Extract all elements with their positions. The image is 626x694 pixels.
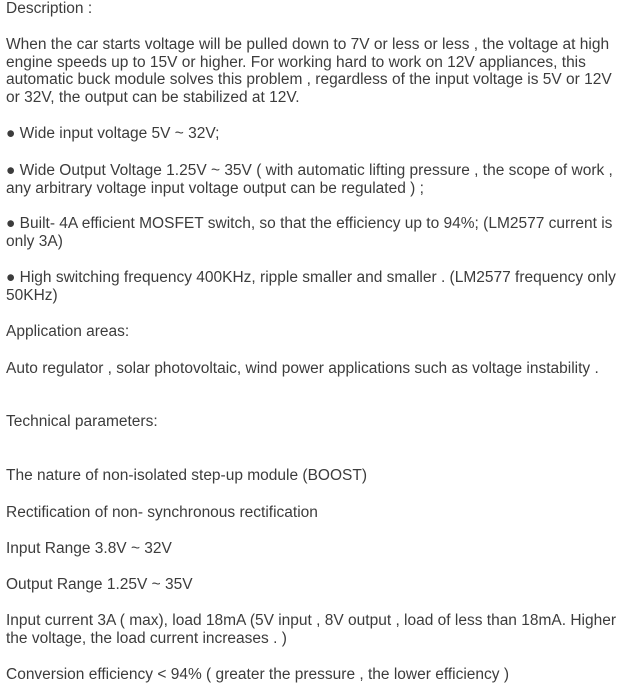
application-heading: Application areas:: [6, 323, 130, 340]
feature-input-voltage: ● Wide input voltage 5V ~ 32V;: [6, 125, 220, 142]
parameter-conversion-efficiency: Conversion efficiency < 94% ( greater the pressure , the lower efficiency ): [6, 666, 509, 683]
parameter-output-range: Output Range 1.25V ~ 35V: [6, 576, 193, 593]
intro-paragraph: When the car starts voltage will be pulled down to 7V or less or less , the voltage at high engine speeds up to 15V or higher. For working hard to work on 12V appliances, this automatic buck module solves this problem , regardless of the input voltage is 5V or 12V or 32V, the output can be stabilized at 12V.: [6, 36, 612, 106]
application-text: Auto regulator , solar photovoltaic, wind power applications such as voltage instability .: [6, 360, 599, 377]
technical-heading: Technical parameters:: [6, 413, 158, 430]
parameter-input-range: Input Range 3.8V ~ 32V: [6, 540, 172, 557]
parameter-topology: The nature of non-isolated step-up module (BOOST): [6, 467, 367, 484]
feature-switching-frequency: ● High switching frequency 400KHz, ripple smaller and smaller . (LM2577 frequency only 50KHz): [6, 269, 616, 304]
feature-output-voltage: ● Wide Output Voltage 1.25V ~ 35V ( with automatic lifting pressure , the scope of work , any arbitrary voltage input voltage output can be regulated ) ;: [6, 162, 613, 197]
description-heading: Description :: [6, 0, 93, 17]
parameter-input-current: Input current 3A ( max), load 18mA (5V input , 8V output , load of less than 18mA. Higher the voltage, the load current increases . ): [6, 612, 617, 647]
feature-mosfet-switch: ● Built- 4A efficient MOSFET switch, so that the efficiency up to 94%; (LM2577 current is only 3A): [6, 215, 613, 250]
parameter-rectification: Rectification of non- synchronous rectification: [6, 504, 318, 521]
